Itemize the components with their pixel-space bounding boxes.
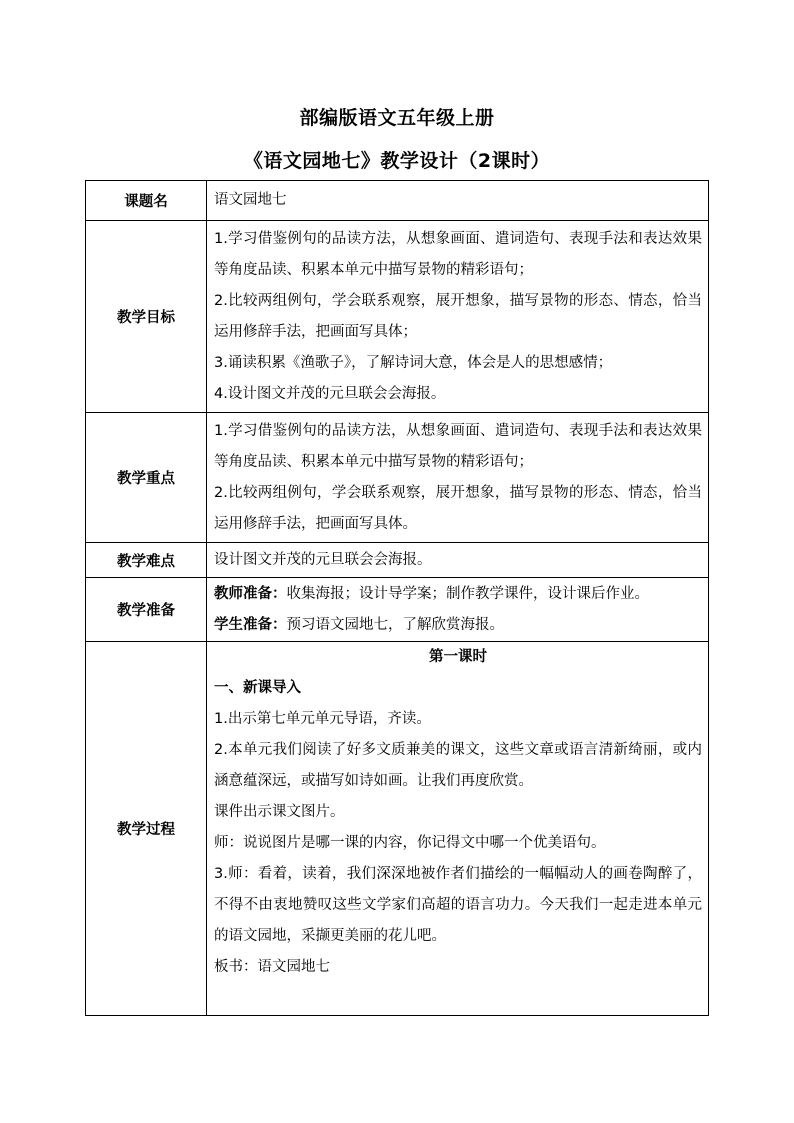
process-line: 2.本单元我们阅读了好多文质兼美的课文，这些文章或语言清新绮丽，或内涵意蕴深远，或描写如诗如画。让我们再度欣赏。 — [214, 742, 702, 789]
section-heading: 一、新课导入 — [214, 680, 301, 696]
goals-label: 教学目标 — [86, 221, 207, 413]
process-line: 3.师：看着，读着，我们深深地被作者们描绘的一幅幅动人的画卷陶醉了，不得不由衷地赞叹这些文学家们高超的语言功力。今天我们一起走进本单元的语文园地，采撷更美丽的花儿吧。 — [214, 866, 702, 944]
table-row-goals — [86, 221, 709, 413]
lesson-heading: 第一课时 — [429, 649, 487, 665]
preparation-label: 教学准备 — [86, 578, 207, 642]
difficulties-value: 设计图文并茂的元旦联会会海报。 — [207, 543, 709, 578]
key-points-label: 教学重点 — [86, 413, 207, 543]
table-row-process — [86, 642, 709, 1016]
process-line: 师：说说图片是哪一课的内容，你记得文中哪一个优美语句。 — [214, 835, 606, 851]
teacher-preparation — [214, 579, 702, 610]
goals-content — [207, 221, 709, 413]
key-point-item: 1.学习借鉴例句的品读方法，从想象画面、遣词造句、表现手法和表达效果等角度品读、积累本单元中描写景物的精彩语句； — [214, 422, 702, 470]
preparation-content — [207, 578, 709, 642]
student-preparation — [214, 610, 702, 641]
student-preparation-label: 学生准备： — [214, 616, 287, 633]
process-content — [207, 642, 709, 1016]
table-row-topic — [86, 181, 709, 221]
difficulties-label: 教学难点 — [86, 543, 207, 578]
key-points-content — [207, 413, 709, 543]
topic-value: 语文园地七 — [207, 181, 709, 221]
process-line: 板书：语文园地七 — [214, 959, 330, 975]
lesson-plan-table — [85, 180, 709, 1016]
goal-item: 3.诵读积累《渔歌子》，了解诗词大意，体会是人的思想感情； — [214, 354, 613, 371]
document-subtitle: 《语文园地七》教学设计（2课时） — [243, 150, 551, 172]
student-preparation-text: 预习语文园地七，了解欣赏海报。 — [286, 616, 504, 633]
goal-item: 2.比较两组例句，学会联系观察，展开想象，描写景物的形态、情态，恰当运用修辞手法，把画面写具体； — [214, 292, 702, 340]
teacher-preparation-label: 教师准备： — [214, 585, 287, 602]
table-row-key-points — [86, 413, 709, 543]
key-point-item: 2.比较两组例句，学会联系观察，展开想象，描写景物的形态、情态，恰当运用修辞手法，把画面写具体。 — [214, 484, 702, 532]
document-title: 部编版语文五年级上册 — [299, 107, 495, 129]
teacher-preparation-text: 收集海报；设计导学案；制作教学课件，设计课后作业。 — [286, 585, 649, 602]
process-line: 1.出示第七单元单元导语，齐读。 — [214, 711, 431, 727]
goal-item: 1.学习借鉴例句的品读方法，从想象画面、遣词造句、表现手法和表达效果等角度品读、积累本单元中描写景物的精彩语句； — [214, 230, 702, 278]
process-label: 教学过程 — [86, 642, 207, 1016]
topic-label: 课题名 — [86, 181, 207, 221]
process-line: 课件出示课文图片。 — [214, 804, 345, 820]
table-row-difficulties — [86, 543, 709, 578]
table-row-preparation — [86, 578, 709, 642]
goal-item: 4.设计图文并茂的元旦联会会海报。 — [214, 385, 446, 402]
